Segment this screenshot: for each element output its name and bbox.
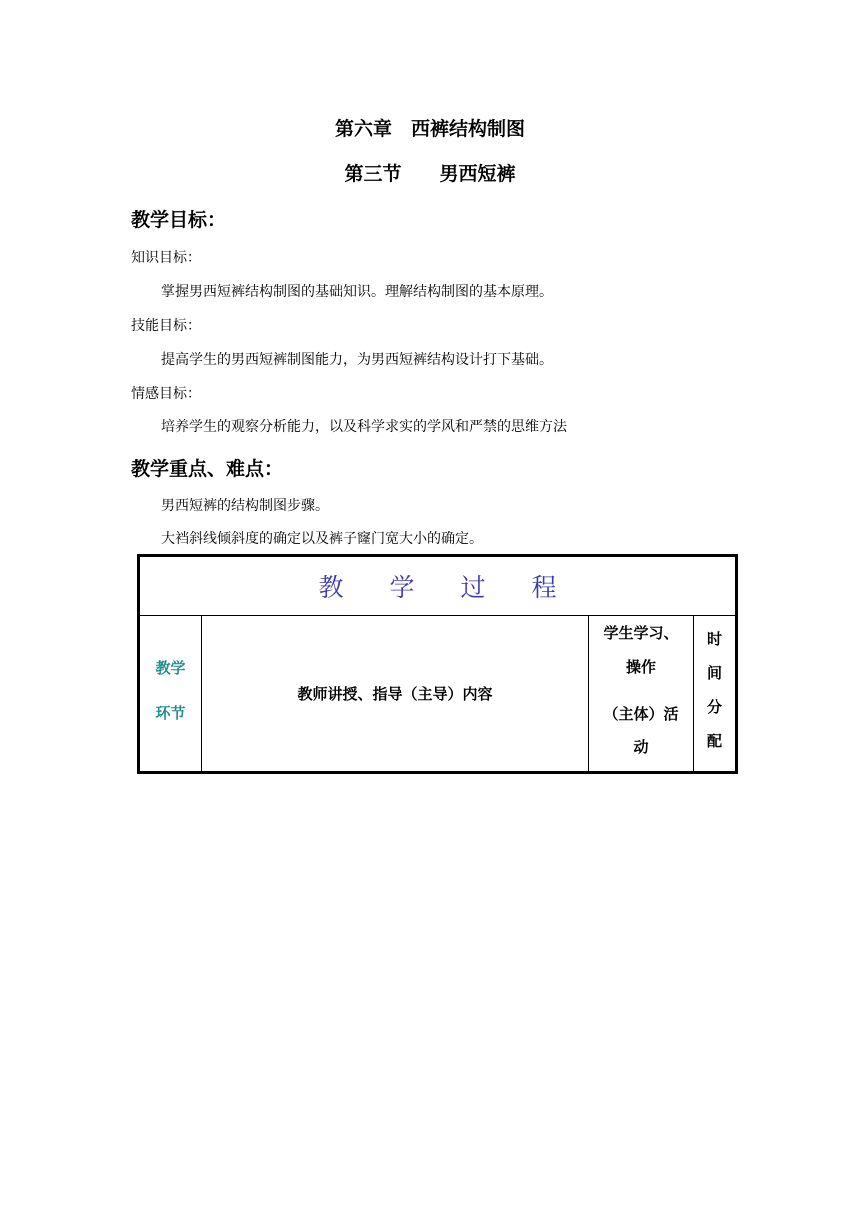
key-point-2: 大裆斜线倾斜度的确定以及裤子窿门宽大小的确定。: [161, 531, 483, 547]
teacher-column-header: [202, 616, 588, 771]
time-header-line: 配: [706, 732, 722, 750]
time-header-line: 分: [706, 698, 722, 716]
time-column-header: [694, 616, 735, 771]
emotion-text: 培养学生的观察分析能力，以及科学求实的学风和严禁的思维方法: [161, 419, 567, 435]
time-header-line: 时: [706, 630, 722, 648]
knowledge-label: 知识目标：: [131, 250, 201, 266]
stage-header-line: 环节: [155, 704, 186, 722]
teaching-process-table: [137, 554, 738, 774]
student-column-header: [589, 616, 693, 771]
table-header-title: 教学过程: [318, 573, 603, 602]
skill-label: 技能目标：: [131, 318, 201, 334]
knowledge-text: 掌握男西短裤结构制图的基础知识。理解结构制图的基本原理。: [161, 284, 553, 300]
teacher-header-text: 教师讲授、指导（主导）内容: [297, 685, 493, 703]
student-header-line: 操作: [625, 658, 656, 676]
chapter-title: 第六章 西裤结构制图: [334, 118, 525, 140]
key-point-1: 男西短裤的结构制图步骤。: [161, 498, 329, 514]
time-header-line: 间: [706, 664, 722, 682]
section-title: 第三节 男西短裤: [344, 163, 516, 185]
stage-column-header: [140, 616, 201, 771]
objectives-heading: 教学目标：: [131, 209, 227, 231]
skill-text: 提高学生的男西短裤制图能力，为男西短裤结构设计打下基础。: [161, 352, 553, 368]
stage-header-line: 教学: [155, 659, 186, 677]
student-header-line: 动: [633, 738, 649, 756]
student-header-line: 学生学习、: [603, 624, 679, 642]
table-header: [140, 557, 735, 616]
key-points-heading: 教学重点、难点：: [131, 458, 284, 480]
student-header-line: （主体）活: [603, 705, 679, 723]
emotion-label: 情感目标：: [131, 386, 201, 402]
